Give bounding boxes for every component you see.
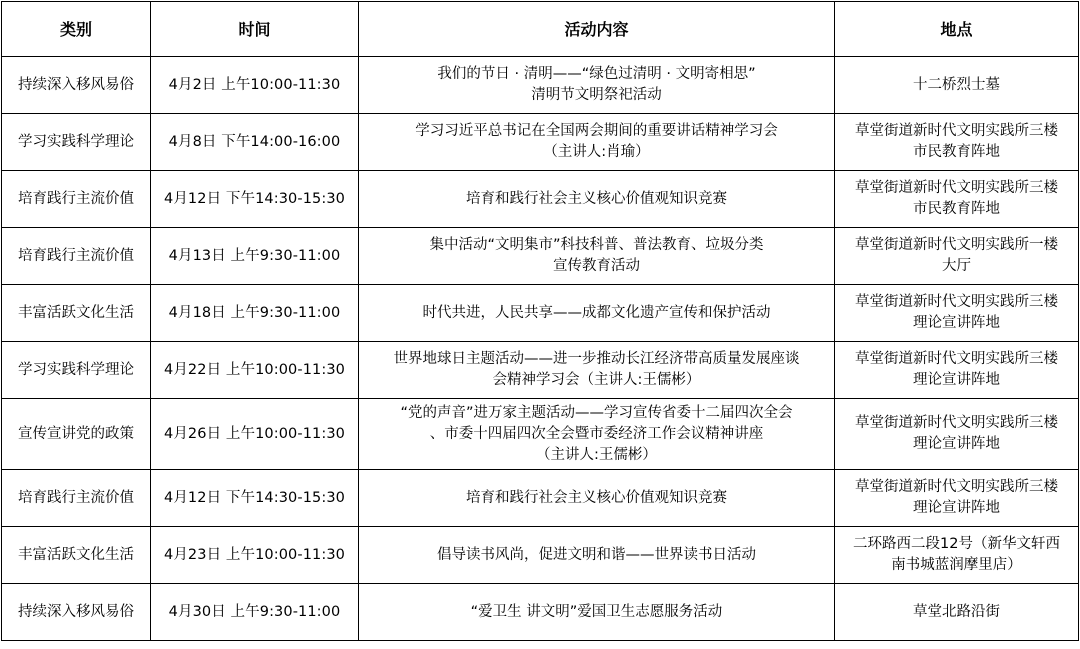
cell-location xyxy=(835,171,1079,228)
cell-time: 4月8日 下午14:00-16:00 xyxy=(151,114,359,171)
cell-content xyxy=(359,285,835,342)
content-line: 倡导读书风尚，促进文明和谐——世界读书日活动 xyxy=(437,546,756,563)
table-row xyxy=(2,399,1079,470)
table-row xyxy=(2,584,1079,641)
location-line: 大厅 xyxy=(942,258,971,274)
cell-location xyxy=(835,470,1079,527)
location-line: 草堂街道新时代文明实践所三楼 xyxy=(855,294,1058,310)
location-line: 市民教育阵地 xyxy=(913,144,1000,160)
cell-time: 4月30日 上午9:30-11:00 xyxy=(151,584,359,641)
cell-time: 4月23日 上午10:00-11:30 xyxy=(151,527,359,584)
location-line: 草堂街道新时代文明实践所三楼 xyxy=(855,351,1058,367)
content-line: 我们的节日 · 清明——“绿色过清明 · 文明寄相思” xyxy=(437,66,756,82)
cell-content xyxy=(359,57,835,114)
location-line: 草堂街道新时代文明实践所三楼 xyxy=(855,123,1058,139)
cell-content xyxy=(359,171,835,228)
cell-location xyxy=(835,527,1079,584)
table-row xyxy=(2,285,1079,342)
location-line: 草堂街道新时代文明实践所一楼 xyxy=(855,237,1058,253)
cell-time: 4月22日 上午10:00-11:30 xyxy=(151,342,359,399)
cell-category: 培育践行主流价值 xyxy=(2,171,151,228)
content-line: 会精神学习会（主讲人:王儒彬） xyxy=(492,372,701,388)
cell-content xyxy=(359,399,835,470)
cell-category: 培育践行主流价值 xyxy=(2,470,151,527)
cell-category: 培育践行主流价值 xyxy=(2,228,151,285)
cell-time: 4月12日 下午14:30-15:30 xyxy=(151,470,359,527)
content-line: （主讲人:王儒彬） xyxy=(536,446,657,463)
header-location: 地点 xyxy=(835,2,1079,57)
location-line: 理论宣讲阵地 xyxy=(913,315,1000,331)
cell-time: 4月13日 上午9:30-11:00 xyxy=(151,228,359,285)
content-line: 培育和践行社会主义核心价值观知识竞赛 xyxy=(466,489,727,506)
cell-content xyxy=(359,342,835,399)
cell-content xyxy=(359,470,835,527)
location-line: 市民教育阵地 xyxy=(913,201,1000,217)
cell-category: 丰富活跃文化生活 xyxy=(2,527,151,584)
table-row xyxy=(2,57,1079,114)
location-line: 草堂街道新时代文明实践所三楼 xyxy=(855,415,1058,431)
table-row xyxy=(2,114,1079,171)
cell-location xyxy=(835,285,1079,342)
cell-location xyxy=(835,342,1079,399)
content-line: 宣传教育活动 xyxy=(553,258,640,274)
cell-location xyxy=(835,584,1079,641)
header-row xyxy=(2,2,1079,57)
cell-content xyxy=(359,228,835,285)
content-line: “党的声音”进万家主题活动——学习宣传省委十二届四次全会 xyxy=(400,404,793,421)
location-line: 二环路西二段12号（新华文轩西 xyxy=(853,536,1060,552)
location-line: 草堂街道新时代文明实践所三楼 xyxy=(855,479,1058,495)
table-row xyxy=(2,171,1079,228)
content-line: （主讲人:肖瑜） xyxy=(543,144,650,160)
location-line: 十二桥烈士墓 xyxy=(913,76,1000,93)
header-time: 时间 xyxy=(151,2,359,57)
cell-category: 持续深入移风易俗 xyxy=(2,57,151,114)
content-line: 、市委十四届四次全会暨市委经济工作会议精神讲座 xyxy=(429,425,764,442)
content-line: 培育和践行社会主义核心价值观知识竞赛 xyxy=(466,190,727,207)
cell-category: 学习实践科学理论 xyxy=(2,342,151,399)
cell-location xyxy=(835,228,1079,285)
cell-category: 学习实践科学理论 xyxy=(2,114,151,171)
content-line: 集中活动“文明集市”科技科普、普法教育、垃圾分类 xyxy=(429,237,764,253)
table-row xyxy=(2,228,1079,285)
cell-time: 4月12日 下午14:30-15:30 xyxy=(151,171,359,228)
location-line: 南书城蓝润摩里店） xyxy=(891,557,1022,573)
content-line: 清明节文明祭祀活动 xyxy=(531,87,662,103)
header-category: 类别 xyxy=(2,2,151,57)
location-line: 理论宣讲阵地 xyxy=(913,436,1000,452)
cell-location xyxy=(835,57,1079,114)
cell-category: 持续深入移风易俗 xyxy=(2,584,151,641)
location-line: 草堂北路沿街 xyxy=(913,603,1000,620)
cell-time: 4月2日 上午10:00-11:30 xyxy=(151,57,359,114)
content-line: 世界地球日主题活动——进一步推动长江经济带高质量发展座谈 xyxy=(393,351,800,367)
cell-time: 4月18日 上午9:30-11:00 xyxy=(151,285,359,342)
location-line: 草堂街道新时代文明实践所三楼 xyxy=(855,180,1058,196)
header-content: 活动内容 xyxy=(359,2,835,57)
cell-time: 4月26日 上午10:00-11:30 xyxy=(151,399,359,470)
location-line: 理论宣讲阵地 xyxy=(913,500,1000,516)
table-row xyxy=(2,342,1079,399)
content-line: “爱卫生 讲文明”爱国卫生志愿服务活动 xyxy=(470,603,723,620)
cell-location xyxy=(835,399,1079,470)
cell-content xyxy=(359,527,835,584)
table-row xyxy=(2,470,1079,527)
cell-content xyxy=(359,584,835,641)
cell-location xyxy=(835,114,1079,171)
location-line: 理论宣讲阵地 xyxy=(913,372,1000,388)
cell-content xyxy=(359,114,835,171)
cell-category: 宣传宣讲党的政策 xyxy=(2,399,151,470)
activity-schedule-table xyxy=(1,1,1079,641)
content-line: 学习习近平总书记在全国两会期间的重要讲话精神学习会 xyxy=(415,123,778,139)
cell-category: 丰富活跃文化生活 xyxy=(2,285,151,342)
content-line: 时代共进，人民共享——成都文化遗产宣传和保护活动 xyxy=(422,304,771,321)
table-row xyxy=(2,527,1079,584)
